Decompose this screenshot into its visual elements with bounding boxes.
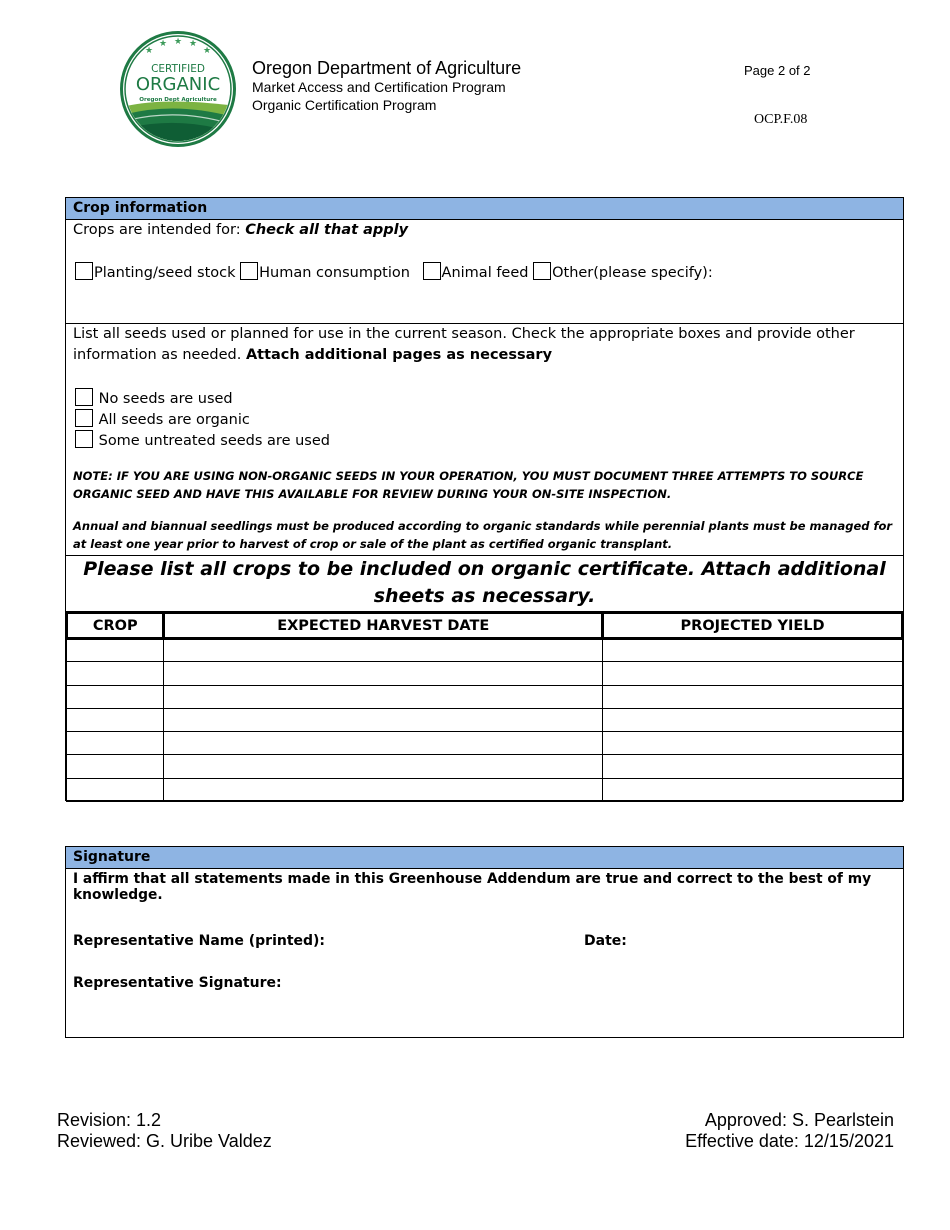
harvest-date-cell[interactable] (164, 685, 603, 708)
org-name: Oregon Department of Agriculture (252, 58, 522, 78)
logo-bottom-text: Oregon Dept Agriculture (139, 97, 217, 103)
yield-cell[interactable] (603, 778, 903, 801)
affirmation-statement: I affirm that all statements made in this Greenhouse Addendum are true and correct to the best of my knowledge. (73, 871, 872, 903)
no-seeds-checkbox[interactable] (75, 388, 93, 406)
harvest-date-cell[interactable] (164, 662, 603, 685)
yield-cell[interactable] (603, 732, 903, 755)
svg-text:★: ★ (158, 39, 168, 49)
harvest-date-cell[interactable] (164, 708, 603, 731)
harvest-date-cell[interactable] (164, 778, 603, 801)
intended-options (75, 262, 713, 281)
seeds-instruction-line1: List all seeds used or planned for use in the current season. Check the appropriate boxes and provide other (73, 326, 855, 342)
harvest-date-cell[interactable] (164, 639, 603, 662)
all-organic-checkbox[interactable] (75, 409, 93, 427)
table-row (67, 755, 903, 778)
effective-date-text: Effective date: 12/15/2021 (685, 1131, 894, 1151)
option-label: Planting/seed stock (94, 265, 236, 281)
signature-section-title: Signature (66, 847, 903, 869)
table-row (67, 732, 903, 755)
option-label: Other(please specify): (552, 265, 713, 281)
crop-cell[interactable] (67, 732, 164, 755)
program-name-1: Market Access and Certification Program (252, 79, 506, 95)
table-row (67, 708, 903, 731)
non-organic-seed-note: NOTE: IF YOU ARE USING NON-ORGANIC SEEDS IN YOUR OPERATION, YOU MUST DOCUMENT THREE ATTEMPTS TO SOURCE ORGANIC SEED AND HAVE THIS AVAILABLE FOR REVIEW DURING YOUR ON-SITE INSPECTION. (73, 469, 864, 501)
intended-for-label: Crops are intended for: Check all that apply (73, 222, 409, 238)
program-name-2: Organic Certification Program (252, 97, 437, 113)
seedling-note: Annual and biannual seedlings must be produced according to organic standards while perennial plants must be managed for at least one year prior to harvest of crop or sale of the plant as certified organic transplant. (73, 519, 893, 551)
crop-column-header: CROP (67, 613, 164, 639)
crop-cell[interactable] (67, 778, 164, 801)
crop-cell[interactable] (67, 685, 164, 708)
date-label: Date: (584, 933, 627, 949)
harvest-date-cell[interactable] (164, 732, 603, 755)
svg-text:★: ★ (173, 37, 183, 47)
yield-cell[interactable] (603, 639, 903, 662)
crop-cell[interactable] (67, 708, 164, 731)
crop-cell[interactable] (67, 755, 164, 778)
table-row (67, 662, 903, 685)
representative-name-label: Representative Name (printed): (73, 933, 326, 949)
yield-cell[interactable] (603, 755, 903, 778)
page-number: Page 2 of 2 (744, 63, 811, 78)
untreated-seeds-checkbox[interactable] (75, 430, 93, 448)
approved-text: Approved: S. Pearlstein (704, 1110, 894, 1130)
option-label: Animal feed (441, 265, 529, 281)
logo-main-text: ORGANIC (135, 74, 221, 95)
table-row (67, 639, 903, 662)
form-code: OCP.F.08 (754, 112, 808, 127)
reviewed-text: Reviewed: G. Uribe Valdez (57, 1131, 272, 1151)
human-consumption-checkbox[interactable] (240, 262, 258, 280)
table-row (67, 778, 903, 801)
option-label: Human consumption (259, 265, 410, 281)
crop-information-section (65, 197, 904, 801)
crop-section-title: Crop information (66, 198, 903, 220)
seed-option-none: No seeds are used (75, 388, 233, 407)
signature-section (65, 846, 904, 1038)
projected-yield-column-header: PROJECTED YIELD (603, 613, 903, 639)
other-checkbox[interactable] (533, 262, 551, 280)
list-crops-instruction: Please list all crops to be included on organic certificate. Attach additional sheets as necessary. (83, 558, 886, 607)
svg-text:★: ★ (144, 46, 154, 56)
footer-right (685, 1110, 894, 1152)
yield-cell[interactable] (603, 708, 903, 731)
logo-top-text: CERTIFIED (151, 63, 205, 75)
planting-seed-stock-checkbox[interactable] (75, 262, 93, 280)
crop-cell[interactable] (67, 662, 164, 685)
footer-left (57, 1110, 272, 1152)
seed-option-untreated: Some untreated seeds are used (75, 430, 330, 449)
svg-text:★: ★ (188, 39, 198, 49)
harvest-date-column-header: EXPECTED HARVEST DATE (164, 613, 603, 639)
table-row (67, 685, 903, 708)
representative-signature-label: Representative Signature: (73, 975, 282, 991)
harvest-date-cell[interactable] (164, 755, 603, 778)
yield-cell[interactable] (603, 662, 903, 685)
animal-feed-checkbox[interactable] (423, 262, 441, 280)
seeds-instruction-line2: information as needed. Attach additional pages as necessary (73, 347, 553, 363)
seed-option-organic: All seeds are organic (75, 409, 250, 428)
revision-text: Revision: 1.2 (57, 1110, 162, 1130)
yield-cell[interactable] (603, 685, 903, 708)
certified-organic-logo (119, 30, 237, 148)
crop-cell[interactable] (67, 639, 164, 662)
svg-text:★: ★ (202, 46, 212, 56)
crop-table (65, 611, 904, 802)
